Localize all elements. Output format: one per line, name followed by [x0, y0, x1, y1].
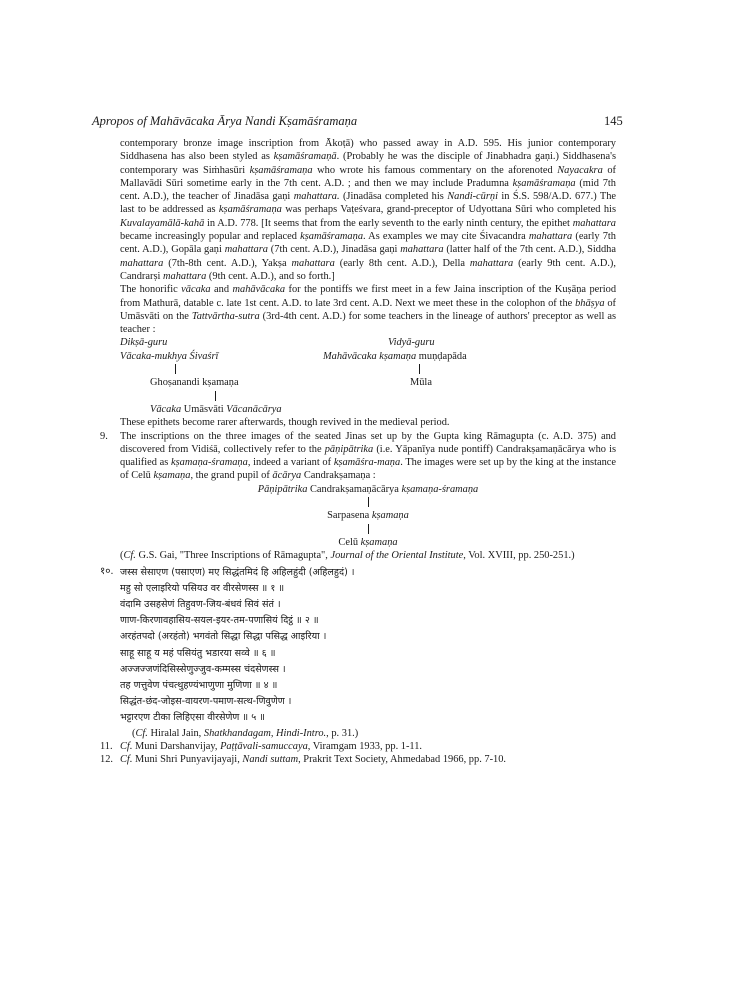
text-run: mahattara: [163, 270, 207, 282]
text-run: for the pontiffs we first meet in a few Jaina inscription of the Kuṣāṇa period from Mathurā, datable c. late 1st cent. A.D. to late 3rd cent. A.D. Next we meet these in the colophon of the: [120, 284, 617, 309]
text-run: in Ś.S. 598/A.D. 677.) The last to be addressed as: [120, 191, 617, 216]
text-run: (i.e. Yāpanīya nude pontiff) Candrakṣamaṇācārya who is qualified as: [120, 443, 616, 469]
verse-line: साहू साहू य महं पसियंतु भडारया सव्वे ॥ ६ ॥: [120, 647, 276, 659]
note-number: १०.: [100, 565, 114, 577]
lineage-connector: [120, 390, 616, 403]
lineage-umasvati: Vācaka Umāsvāti Vācanācārya: [150, 403, 282, 415]
text-run: mahattara: [224, 244, 268, 256]
text-run: . (Probably he was the disciple of Jinabhadra gaṇi.) Siddhasena's contemporary was Siṁhasūri: [120, 151, 616, 176]
text-run: who wrote his famous commentary on the aforenoted: [312, 164, 558, 176]
text-run: (early 8th cent. A.D.), Della: [334, 257, 470, 269]
note-11-text: Cf. Muni Darshanvijay, Paṭṭāvali-samuccaya, Viramgam 1933, pp. 1-11.: [120, 740, 423, 752]
text-run: of Umāsvāti on the: [120, 297, 616, 322]
tree-connector: [120, 523, 616, 536]
text-run: mahattara: [528, 231, 573, 243]
text-run: was perhaps Vaṭeśvara, grand-preceptor of Udyottana Sūri who completed his: [281, 204, 616, 216]
note-12-text: Cf. Muni Shri Punyavijayaji, Nandi suttam, Prakrit Text Society, Ahmedabad 1966, pp. 7-10.: [120, 754, 507, 766]
text-run: in A.D. 778. [It seems that from the early seventh to the early ninth century, the epithet: [204, 217, 573, 229]
text-run: mahattara.: [293, 191, 340, 203]
note-11: [100, 740, 616, 753]
tree-node-celu: Celū kṣamaṇa: [338, 536, 398, 548]
note-10-citation: (Cf. Hiralal Jain, Shatkhandagam, Hindi-Intro., p. 31.): [132, 727, 359, 739]
text-run: kṣamāśramaṇa: [218, 204, 282, 216]
running-header-title: Apropos of Mahāvācaka Ārya Nandi Kṣamāśramaṇa: [92, 114, 358, 128]
note-9: [100, 430, 617, 563]
note-number: 12.: [100, 754, 113, 766]
text-run: . The images were set up by the king at the instance of Celū: [120, 457, 617, 482]
lineage-sivasri: Vācaka-mukhya Śivaśrī: [120, 350, 219, 362]
text-run: mahattara: [400, 244, 444, 256]
verse-line: जस्स सेसाएण (पसाएण) मए सिद्धंतमिदं हि अहिलहुंदी (अहिलहुदं) ।: [120, 566, 355, 578]
note-number: 11.: [100, 740, 113, 752]
note-10: [100, 565, 616, 740]
note-9-citation: (Cf. G.S. Gai, "Three Inscriptions of Rāmagupta", Journal of the Oriental Institute, Vol. XVIII, pp. 250-251.): [120, 550, 575, 562]
text-run: Nandi-cūrṇi: [447, 191, 498, 203]
lineage-mula: Mūla: [410, 377, 432, 389]
text-run: pāṇipātrika: [324, 443, 374, 455]
text-run: kṣamaṇa-śramaṇa: [171, 457, 248, 469]
text-run: . As examples we may cite Śivacandra: [363, 231, 529, 243]
lineage-connector: [120, 363, 616, 376]
text-run: and: [210, 284, 233, 296]
text-run: kṣamaṇa: [153, 470, 191, 482]
text-run: (Jinadāsa completed his: [339, 191, 448, 203]
text-run: (7th-8th cent. A.D.), Yakṣa: [163, 257, 292, 269]
text-run: (9th cent. A.D.), and so forth.]: [206, 270, 335, 282]
text-run: mahattara: [120, 257, 164, 269]
text-run: (7th cent. A.D.), Jinadāsa gaṇi: [268, 244, 401, 256]
lineage-ghoshanandi: Ghoṣanandi kṣamaṇa: [150, 377, 239, 389]
verse-line: भट्टारएण टीका लिहिएसा वीरसेणेण ॥ ५ ॥: [120, 712, 265, 724]
vidya-guru-label: Vidyā-guru: [388, 337, 435, 349]
note-9-text: [120, 430, 616, 483]
text-run: Tattvārtha-sutra: [191, 310, 260, 322]
paragraph-vacaka: [120, 283, 616, 336]
text-run: kṣamāśramaṇa: [512, 177, 576, 189]
note-12: [100, 753, 616, 766]
diksha-guru-label: Dikṣā-guru: [120, 337, 168, 349]
page-number: 145: [604, 114, 623, 128]
candrakshamana-tree: [120, 483, 616, 549]
tree-node-candrakshamana: Pāṇipātrika Candrakṣamaṇācārya kṣamaṇa-śramaṇa: [257, 483, 479, 495]
text-run: , indeed a variant of: [247, 457, 334, 469]
devanagari-verses: [120, 565, 616, 727]
text-run: Nayacakra: [557, 164, 603, 176]
text-run: (early 9th cent. A.D.), Candrarṣi: [120, 257, 616, 282]
tree-connector: [120, 496, 616, 509]
text-run: (early 7th cent. A.D.), Gopāla gaṇi: [120, 231, 616, 256]
verse-line: महु सो एलाइरियो पसियउ वर वीरसेणस्स ॥ १ ॥: [120, 582, 285, 594]
lineage-mundapada: Mahāvācaka kṣamaṇa muṇḍapāda: [323, 350, 467, 362]
text-run: of Mallavādi Sūri sometime early in the 7th cent. A.D. ; and then we may include Pradumna: [120, 164, 616, 189]
text-run: (latter half of the 7th cent. A.D.), Siddha: [443, 244, 616, 256]
note-number: 9.: [100, 430, 108, 442]
text-run: kṣamāśramaṇa: [300, 231, 364, 243]
text-run: contemporary bronze image inscription from Ākoṭā) who passed away in A.D. 595. His junior contemporary Siddhasena has also been styled as: [120, 138, 616, 163]
text-run: (mid 7th cent. A.D.), the teacher of Jinadāsa gaṇi: [120, 177, 616, 203]
text-run: (3rd-4th cent. A.D.) for some teachers in the lineage of authors' preceptor as well as teacher :: [120, 310, 616, 336]
text-run: Kuvalayamālā-kahā: [120, 217, 205, 229]
verse-line: णाण-किरणावहासिय-सयल-इयर-तम-पणासियं दिट्ठं ॥ २ ॥: [120, 615, 319, 627]
text-run: Candrakṣamaṇa :: [301, 470, 376, 482]
text-run: mahattara: [469, 257, 514, 269]
text-run: vācaka: [181, 284, 211, 296]
verse-line: सिद्धंत-छंद-जोइस-वायरण-पमाण-सत्थ-णिवुणेण ।: [120, 696, 292, 708]
verse-line: तह णत्तुवेण पंचत्थुहण्यंभाणुणा मुणिणा ॥ ४ ॥: [120, 679, 278, 691]
paragraph-kshamashramana: [120, 137, 616, 283]
verse-line: अज्जज्जणंदिसिस्सेणुज्जुव-कम्मस्स चंदसेणस्स ।: [120, 663, 286, 675]
verse-line: अरहंतपदो (अरहंतो) भगवंतो सिद्धा सिद्धा पसिद्ध आइरिया ।: [120, 631, 327, 643]
text-run: kṣamāśra-maṇa: [333, 457, 401, 469]
text-run: kṣamāśramaṇā: [273, 151, 337, 163]
text-run: bhāṣya: [575, 297, 605, 309]
page-body: [100, 137, 617, 766]
paragraph-epithets-rarer: These epithets become rarer afterwards, though revived in the medieval period.: [120, 417, 450, 429]
tree-node-sarpasena: Sarpasena kṣamaṇa: [327, 510, 409, 522]
text-run: mahattara: [291, 257, 335, 269]
lineage-diagram: [120, 336, 616, 416]
text-run: kṣamāśramaṇa: [249, 164, 313, 176]
text-run: The honorific: [120, 284, 182, 296]
text-run: ācārya: [272, 470, 302, 482]
text-run: became increasingly popular and replaced: [120, 231, 301, 243]
text-run: mahattara: [572, 217, 616, 229]
verse-line: वंदामि उसहसेणं तिहुवण-जिय-बंधवं सिवं संतं ।: [120, 598, 281, 610]
text-run: The inscriptions on the three images of the seated Jinas set up by the Gupta king Rāmagupta (c. A.D. 375) and discovered from Vidiśā, collectively refer to the: [120, 430, 616, 455]
text-run: mahāvācaka: [232, 284, 286, 296]
text-run: , the grand pupil of: [190, 470, 273, 482]
